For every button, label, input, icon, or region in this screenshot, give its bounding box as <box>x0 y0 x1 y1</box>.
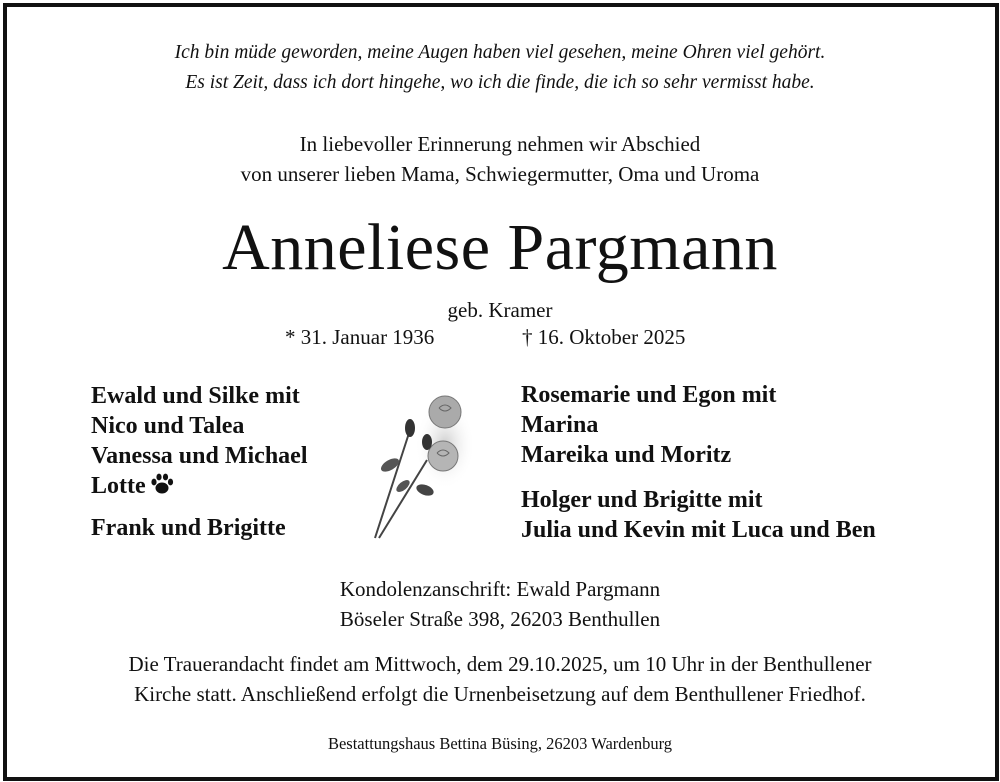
mourner-left-5: Frank und Brigitte <box>91 515 286 541</box>
intro-line-1: In liebevoller Erinnerung nehmen wir Abschied <box>299 132 701 156</box>
service-line-2: Kirche statt. Anschließend erfolgt die Urnenbeisetzung auf dem Benthullener Friedhof. <box>134 682 866 706</box>
condolence-address-1: Kondolenzanschrift: Ewald Pargmann <box>339 577 661 601</box>
paw-icon <box>150 473 174 495</box>
poem-line-2: Es ist Zeit, dass ich dort hingehe, wo ich die finde, die ich so sehr vermisst habe. <box>185 72 815 93</box>
mourner-left-4 <box>91 473 174 500</box>
mourner-right-1: Rosemarie und Egon mit <box>521 382 777 408</box>
mourner-right-3: Mareika und Moritz <box>521 442 732 468</box>
death-date: † 16. Oktober 2025 <box>522 325 686 349</box>
mourner-left-2: Nico und Talea <box>91 413 245 439</box>
maiden-name: geb. Kramer <box>447 298 553 322</box>
intro-line-2: von unserer lieben Mama, Schwiegermutter, Oma und Uroma <box>240 162 760 186</box>
mourner-left-3: Vanessa und Michael <box>91 443 308 469</box>
poem-line-1: Ich bin müde geworden, meine Augen haben viel gesehen, meine Ohren viel gehört. <box>174 42 826 63</box>
undertaker: Bestattungshaus Bettina Büsing, 26203 Wardenburg <box>327 734 673 753</box>
rose-image <box>365 390 475 540</box>
pet-name: Lotte <box>91 473 146 499</box>
mourner-left-1: Ewald und Silke mit <box>91 383 300 409</box>
deceased-name: Anneliese Pargmann <box>222 211 778 284</box>
mourner-right-5: Julia und Kevin mit Luca und Ben <box>521 517 876 543</box>
mourner-right-2: Marina <box>521 412 599 438</box>
condolence-address-2: Böseler Straße 398, 26203 Benthullen <box>339 607 661 631</box>
service-line-1: Die Trauerandacht findet am Mittwoch, dem 29.10.2025, um 10 Uhr in der Benthullener <box>128 652 872 676</box>
birth-date: * 31. Januar 1936 <box>285 325 435 349</box>
mourner-right-4: Holger und Brigitte mit <box>521 487 763 513</box>
